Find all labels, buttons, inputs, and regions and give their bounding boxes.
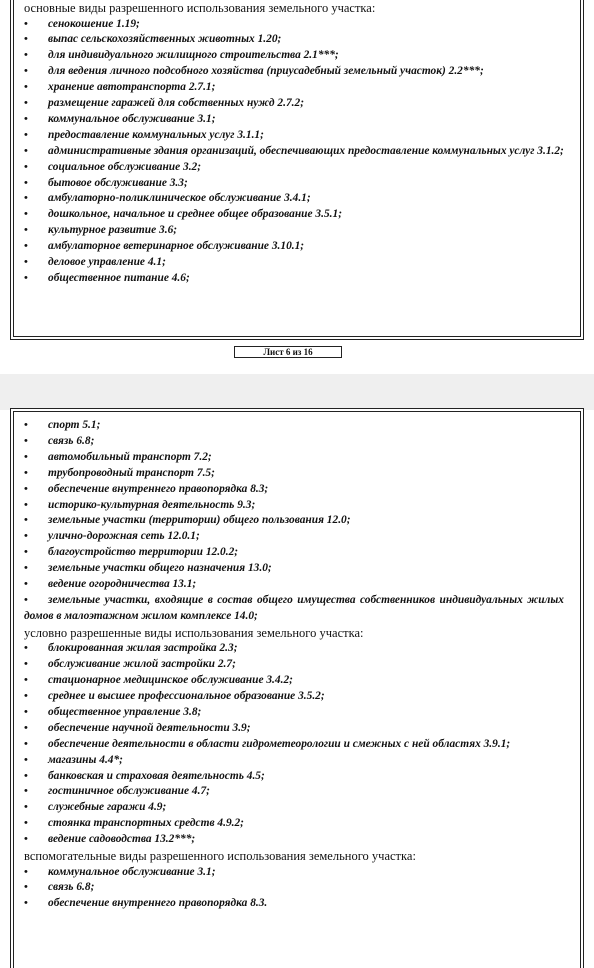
bullet-icon: • [24,593,28,606]
list-item [24,482,564,498]
list-item [24,80,564,96]
bullet-icon: • [24,865,28,878]
main-uses-list-continued [24,418,564,625]
list-item-text: ведение огородничества 13.1; [48,578,197,591]
bullet-icon: • [24,466,28,479]
list-item-text: выпас сельскохозяйственных животных 1.20; [48,33,282,46]
bullet-icon: • [24,128,28,141]
list-item-text: для ведения личного подсобного хозяйства (приусадебный земельный участок) 2.2***; [48,65,484,78]
list-item-text: спорт 5.1; [48,419,101,431]
list-item-text: обеспечение научной деятельности 3.9; [48,721,251,734]
page-footer: Лист 6 из 16 [234,346,342,358]
list-item-text: автомобильный транспорт 7.2; [48,450,212,463]
list-item [24,239,564,255]
list-item-text: размещение гаражей для собственных нужд 2.7.2; [48,97,304,110]
list-item-text: связь 6.8; [48,881,95,894]
list-item [24,816,564,832]
document-page-7 [10,408,584,968]
list-item-text: культурное развитие 3.6; [48,224,178,237]
list-item [24,17,564,33]
list-item-text: для индивидуального жилищного строительства 2.1***; [48,49,339,62]
list-item [24,64,564,80]
list-item-text: дошкольное, начальное и среднее общее образование 3.5.1; [48,208,342,221]
list-item [24,191,564,207]
bullet-icon: • [24,81,28,94]
list-item [24,450,564,466]
list-item [24,865,564,881]
list-item [24,753,564,769]
list-item [24,769,564,785]
list-item [24,896,564,912]
list-item-text: ведение садоводства 13.2***; [48,833,196,846]
list-item-text: хранение автотранспорта 2.7.1; [48,81,216,94]
list-item [24,657,564,673]
bullet-icon: • [24,419,28,431]
list-item [24,112,564,128]
list-item [24,577,564,593]
conditional-uses-list [24,641,564,848]
list-item-text: служебные гаражи 4.9; [48,801,167,814]
bullet-icon: • [24,144,28,157]
list-item-text: блокированная жилая застройка 2.3; [48,642,238,655]
bullet-icon: • [24,801,28,814]
list-item [24,513,564,529]
list-item-text: благоустройство территории 12.0.2; [48,546,239,559]
bullet-icon: • [24,753,28,766]
bullet-icon: • [24,705,28,718]
list-item [24,832,564,848]
document-page-6 [10,0,584,340]
list-item [24,466,564,482]
bullet-icon: • [24,49,28,62]
list-item [24,800,564,816]
list-item [24,128,564,144]
bullet-icon: • [24,562,28,575]
list-item-text: коммунальное обслуживание 3.1; [48,112,216,125]
list-item-text: коммунальное обслуживание 3.1; [48,865,216,878]
bullet-icon: • [24,674,28,687]
list-item-text: обеспечение внутреннего правопорядка 8.3; [48,482,269,495]
list-item [24,271,564,287]
bullet-icon: • [24,192,28,205]
bullet-icon: • [24,208,28,221]
list-item-text: земельные участки (территории) общего пользования 12.0; [48,514,351,527]
conditional-uses-heading: условно разрешенные виды использования земельного участка: [24,625,364,640]
list-item-text: гостиничное обслуживание 4.7; [48,785,210,798]
list-item [24,529,564,545]
list-item-text: общественное питание 4.6; [48,272,190,284]
list-item-text: предоставление коммунальных услуг 3.1.1; [48,128,264,141]
bullet-icon: • [24,434,28,447]
list-item [24,255,564,271]
bullet-icon: • [24,160,28,173]
main-uses-heading: основные виды разрешенного использования земельного участка: [24,1,376,15]
bullet-icon: • [24,897,28,910]
list-item-text: социальное обслуживание 3.2; [48,160,202,173]
auxiliary-uses-heading: вспомогательные виды разрешенного использования земельного участка: [24,849,416,864]
list-item [24,641,564,657]
bullet-icon: • [24,833,28,846]
list-item-text: деловое управление 4.1; [48,256,166,269]
list-item-text: обеспечение деятельности в области гидрометеорологии и смежных с ней областях 3.9.1; [48,737,511,750]
bullet-icon: • [24,450,28,463]
bullet-icon: • [24,546,28,559]
list-item [24,96,564,112]
list-item-text: магазины 4.4*; [48,753,123,766]
list-item [24,880,564,896]
bullet-icon: • [24,97,28,110]
list-item-text: банковская и страховая деятельность 4.5; [48,769,265,782]
list-item [24,689,564,705]
bullet-icon: • [24,769,28,782]
list-item [24,705,564,721]
bullet-icon: • [24,721,28,734]
list-item-text: земельные участки общего назначения 13.0; [48,562,272,575]
list-item-text: бытовое обслуживание 3.3; [48,176,188,189]
list-item [24,207,564,223]
list-item-text: земельные участки, входящие в состав общего имущества собственников индивидуальных жилых домов в малоэтажном жилом комплексе 14.0; [24,593,564,622]
bullet-icon: • [24,482,28,495]
list-item-text: историко-культурная деятельность 9.3; [48,498,256,511]
list-item [24,144,564,160]
bullet-icon: • [24,224,28,237]
list-item-text: улично-дорожная сеть 12.0.1; [48,530,200,543]
list-item-text: амбулаторно-поликлиническое обслуживание 3.4.1; [48,192,311,205]
list-item [24,498,564,514]
bullet-icon: • [24,737,28,750]
bullet-icon: • [24,530,28,543]
bullet-icon: • [24,642,28,655]
list-item [24,48,564,64]
list-item [24,434,564,450]
page-inner-frame [13,0,581,337]
bullet-icon: • [24,256,28,269]
bullet-icon: • [24,498,28,511]
bullet-icon: • [24,658,28,671]
list-item [24,593,564,625]
list-item [24,673,564,689]
bullet-icon: • [24,65,28,78]
list-item [24,561,564,577]
list-item-text: сенокошение 1.19; [48,17,140,30]
list-item-text: среднее и высшее профессиональное образование 3.5.2; [48,690,325,702]
bullet-icon: • [24,785,28,798]
bullet-icon: • [24,272,28,284]
list-item [24,721,564,737]
list-item [24,32,564,48]
auxiliary-uses-list [24,865,564,913]
list-item-text: обеспечение внутреннего правопорядка 8.3. [48,897,268,910]
list-item [24,418,564,434]
bullet-icon: • [24,817,28,830]
page-content [24,0,564,287]
list-item [24,176,564,192]
list-item-text: общественное управление 3.8; [48,705,202,718]
list-item-text: стационарное медицинское обслуживание 3.4.2; [48,674,293,687]
page-inner-frame [13,411,581,968]
list-item-text: трубопроводный транспорт 7.5; [48,466,215,479]
list-item-text: обслуживание жилой застройки 2.7; [48,658,236,671]
bullet-icon: • [24,514,28,527]
bullet-icon: • [24,690,28,702]
list-item [24,223,564,239]
main-uses-list [24,17,564,287]
bullet-icon: • [24,881,28,894]
list-item-text: амбулаторное ветеринарное обслуживание 3.10.1; [48,240,305,253]
bullet-icon: • [24,17,28,30]
page-separator [0,374,594,410]
list-item [24,545,564,561]
list-item [24,737,564,753]
list-item [24,784,564,800]
page-content [24,418,564,912]
bullet-icon: • [24,578,28,591]
bullet-icon: • [24,33,28,46]
list-item-text: связь 6.8; [48,434,95,447]
bullet-icon: • [24,176,28,189]
list-item-text: стоянка транспортных средств 4.9.2; [48,817,244,830]
list-item-text: административные здания организаций, обеспечивающих предоставление коммунальных услуг 3.1.2; [48,144,564,157]
list-item [24,160,564,176]
bullet-icon: • [24,240,28,253]
bullet-icon: • [24,112,28,125]
